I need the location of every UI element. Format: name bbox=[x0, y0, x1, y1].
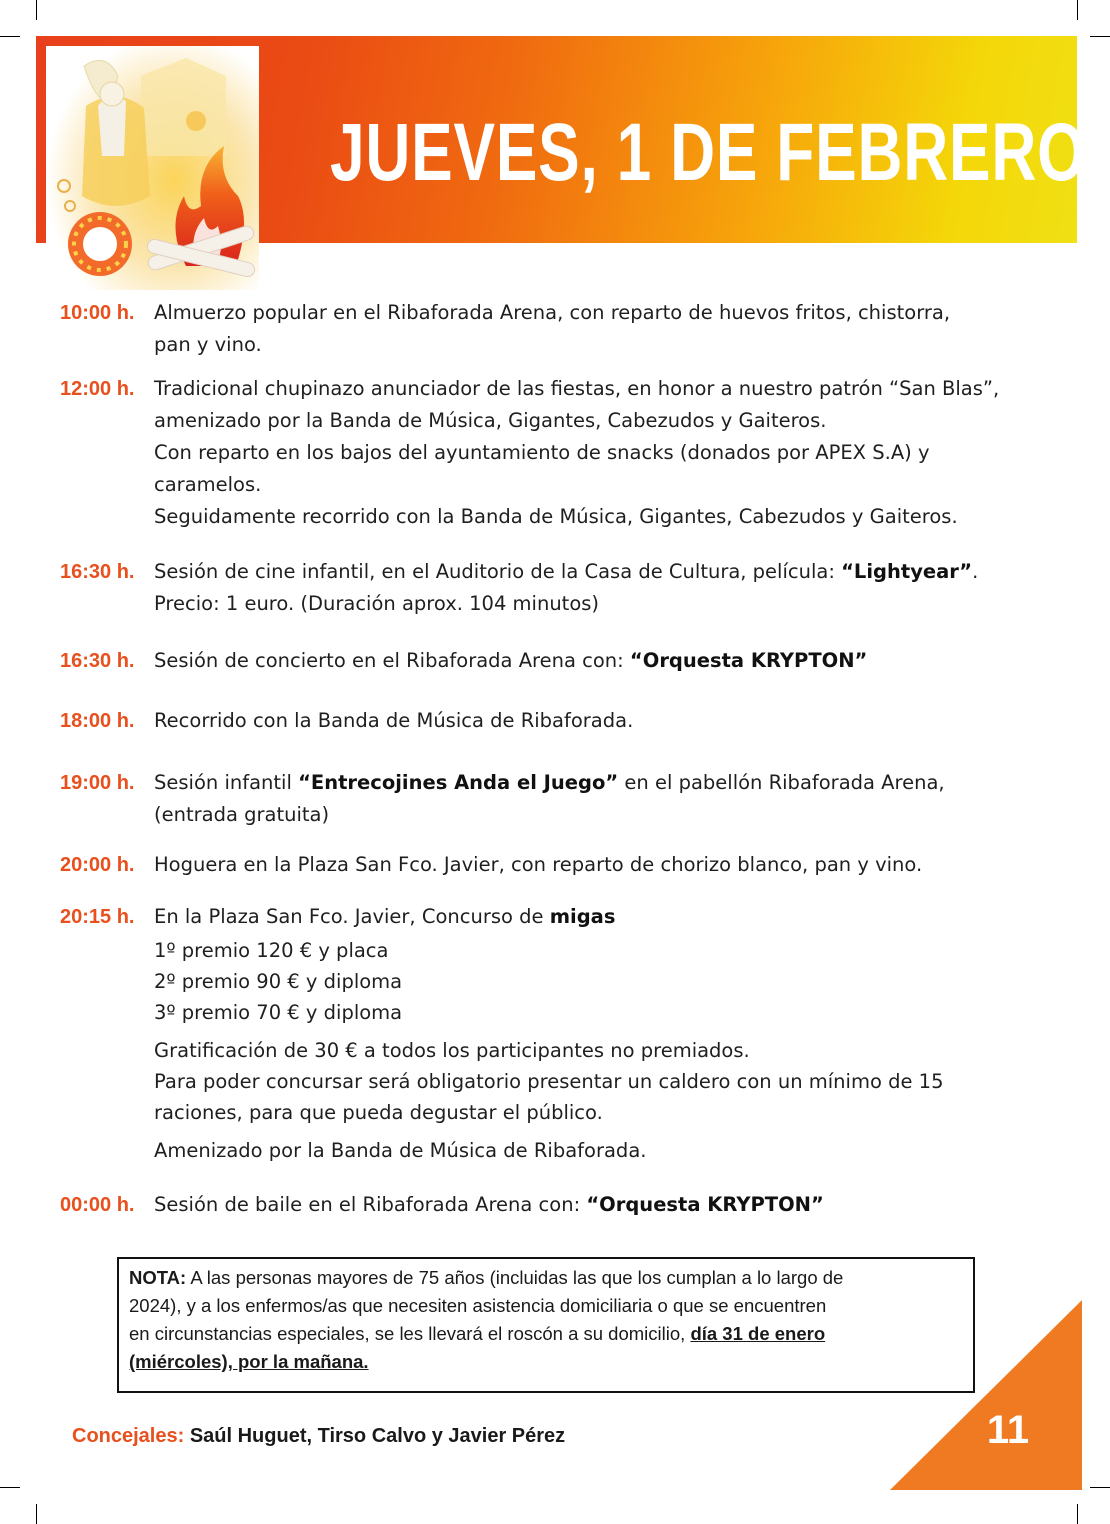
council-names: Saúl Huguet, Tirso Calvo y Javier Pérez bbox=[184, 1425, 566, 1447]
event-description-line: 1º premio 120 € y placa bbox=[154, 939, 389, 962]
event-time: 16:30 h. bbox=[60, 561, 135, 583]
council-credit bbox=[72, 1425, 565, 1448]
event-time: 10:00 h. bbox=[60, 302, 135, 324]
event-description-line: Precio: 1 euro. (Duración aprox. 104 minutos) bbox=[154, 592, 600, 615]
event-description-line: Sesión infantil “Entrecojines Anda el Juego” en el pabellón Ribaforada Arena, bbox=[154, 771, 945, 794]
crop-mark bbox=[36, 1504, 37, 1524]
note-date-continued: (miércoles), por la mañana. bbox=[129, 1351, 369, 1372]
page-corner-triangle bbox=[890, 1300, 1082, 1490]
event-description-line: Sesión de cine infantil, en el Auditorio de la Casa de Cultura, película: “Lightyear”. bbox=[154, 560, 979, 583]
note-line: en circunstancias especiales, se les llevará el roscón a su domicilio, día 31 de enero bbox=[129, 1323, 826, 1344]
event-description-line: Amenizado por la Banda de Música de Ribaforada. bbox=[154, 1139, 647, 1162]
event-time: 12:00 h. bbox=[60, 378, 135, 400]
event-description-line: (entrada gratuita) bbox=[154, 803, 330, 826]
crop-mark bbox=[0, 36, 20, 37]
event-description-line: Gratificación de 30 € a todos los participantes no premiados. bbox=[154, 1039, 750, 1062]
crop-mark bbox=[1077, 1504, 1078, 1524]
event-description-line: caramelos. bbox=[154, 473, 262, 496]
note-date: día 31 de enero bbox=[690, 1323, 826, 1344]
event-time: 20:00 h. bbox=[60, 854, 135, 876]
event-description-line: Recorrido con la Banda de Música de Ribaforada. bbox=[154, 709, 634, 732]
note-line bbox=[129, 1348, 369, 1376]
event-highlight: “Entrecojines Anda el Juego” bbox=[298, 771, 619, 794]
event-description-line: Para poder concursar será obligatorio presentar un caldero con un mínimo de 15 bbox=[154, 1070, 944, 1093]
event-description-line: Hoguera en la Plaza San Fco. Javier, con reparto de chorizo blanco, pan y vino. bbox=[154, 853, 923, 876]
event-description-line: Sesión de concierto en el Ribaforada Arena con: “Orquesta KRYPTON” bbox=[154, 649, 868, 672]
event-highlight: migas bbox=[549, 905, 616, 928]
event-description-line: Seguidamente recorrido con la Banda de Música, Gigantes, Cabezudos y Gaiteros. bbox=[154, 505, 958, 528]
event-description-line: 3º premio 70 € y diploma bbox=[154, 1001, 403, 1024]
event-highlight: “Orquesta KRYPTON” bbox=[586, 1193, 824, 1216]
event-highlight: “Orquesta KRYPTON” bbox=[629, 649, 868, 672]
event-description-line: pan y vino. bbox=[154, 333, 262, 356]
event-description-line: raciones, para que pueda degustar el público. bbox=[154, 1101, 603, 1124]
event-time: 18:00 h. bbox=[60, 710, 135, 732]
page-number: 11 bbox=[986, 1408, 1030, 1452]
illustration-graphic bbox=[46, 46, 259, 290]
event-description-line: Sesión de baile en el Ribaforada Arena con: “Orquesta KRYPTON” bbox=[154, 1193, 824, 1216]
crop-mark bbox=[1090, 1487, 1110, 1488]
crop-mark bbox=[36, 0, 37, 20]
event-description-line: En la Plaza San Fco. Javier, Concurso de migas bbox=[154, 905, 616, 928]
saint-bonfire-illustration bbox=[46, 46, 259, 290]
event-time: 20:15 h. bbox=[60, 906, 135, 928]
corner-triangle-shape bbox=[890, 1300, 1082, 1490]
event-description-line: Con reparto en los bajos del ayuntamiento de snacks (donados por APEX S.A) y bbox=[154, 441, 930, 464]
event-description-line: 2º premio 90 € y diploma bbox=[154, 970, 403, 993]
event-description-line: Almuerzo popular en el Ribaforada Arena, con reparto de huevos fritos, chistorra, bbox=[154, 301, 951, 324]
crop-mark bbox=[0, 1487, 20, 1488]
event-description-line: Tradicional chupinazo anunciador de las fiestas, en honor a nuestro patrón “San Blas”, bbox=[154, 377, 1000, 400]
note-line: 2024), y a los enfermos/as que necesiten asistencia domiciliaria o que se encuentren bbox=[129, 1295, 827, 1316]
event-time: 16:30 h. bbox=[60, 650, 135, 672]
event-time: 00:00 h. bbox=[60, 1194, 135, 1216]
page-title: JUEVES, 1 DE FEBRERO bbox=[330, 107, 1087, 198]
council-label: Concejales: bbox=[72, 1425, 185, 1447]
event-description-line: amenizado por la Banda de Música, Gigantes, Cabezudos y Gaiteros. bbox=[154, 409, 827, 432]
crop-mark bbox=[1077, 0, 1078, 20]
crop-mark bbox=[1090, 36, 1110, 37]
note-box bbox=[117, 1257, 975, 1393]
event-time: 19:00 h. bbox=[60, 772, 135, 794]
note-line: NOTA: A las personas mayores de 75 años (incluidas las que los cumplan a lo largo de bbox=[129, 1267, 844, 1288]
note-label: NOTA: bbox=[129, 1267, 187, 1288]
event-highlight: “Lightyear” bbox=[841, 560, 973, 583]
